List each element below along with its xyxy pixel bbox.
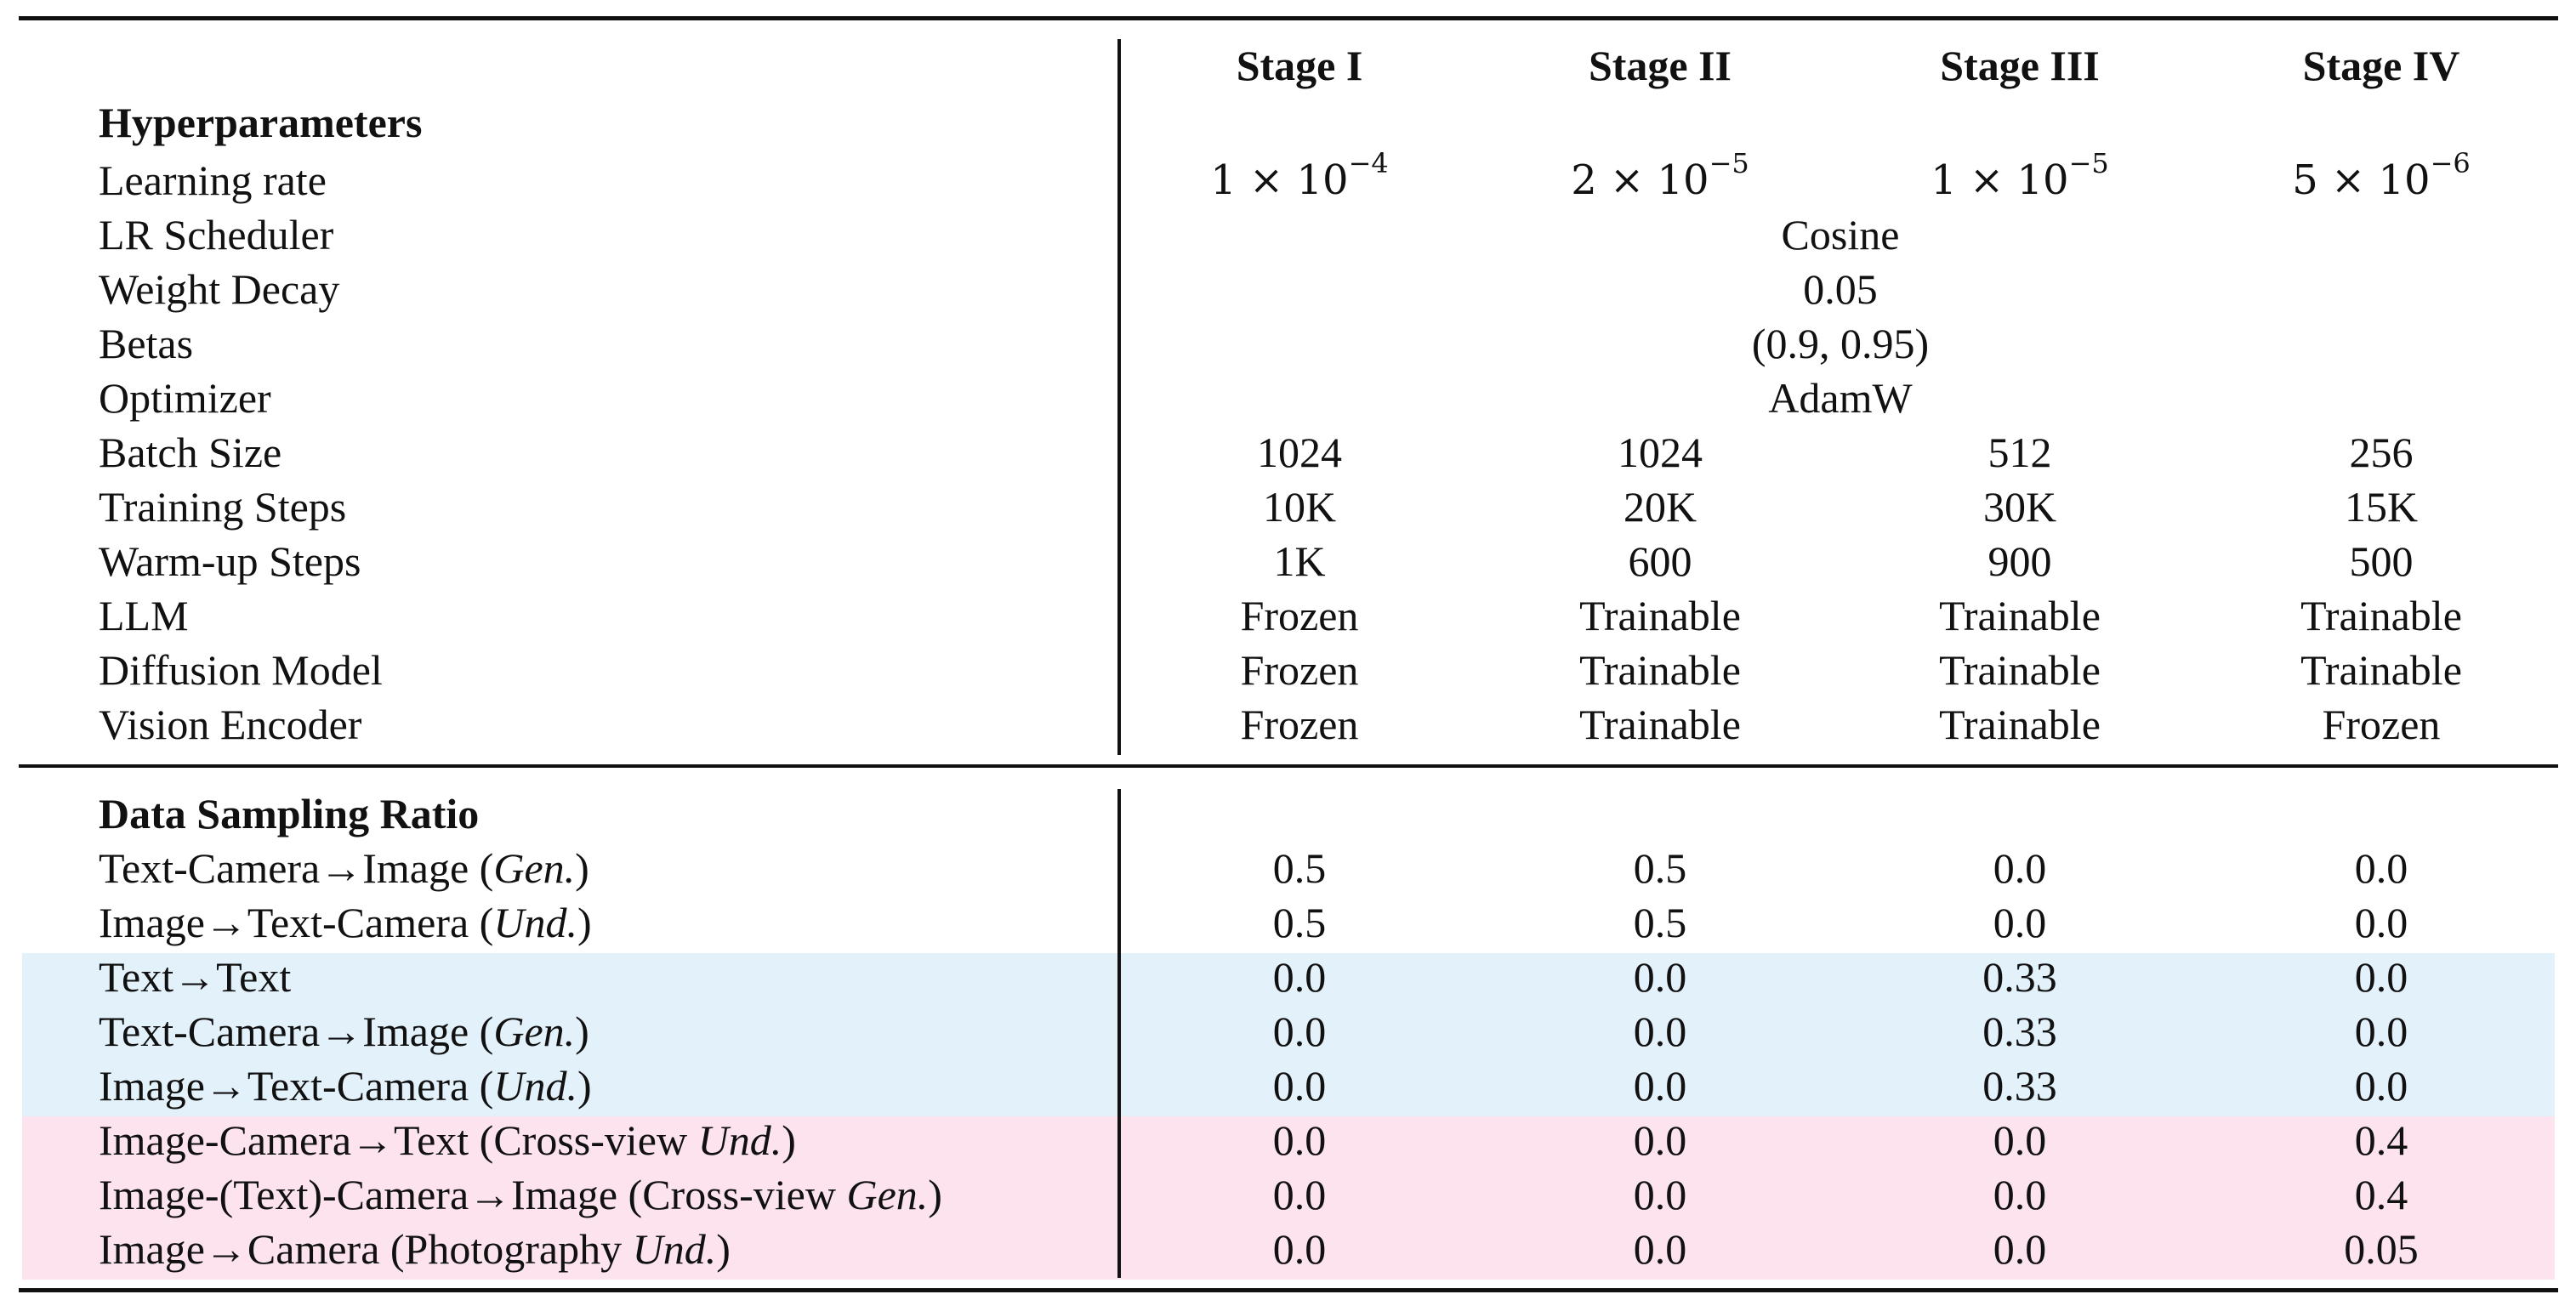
- hyperparameters-section-row: [0, 95, 2576, 150]
- row-value: 0.4: [2354, 1116, 2408, 1164]
- table-row: [0, 425, 2576, 480]
- row-value: 0.5: [1633, 899, 1687, 946]
- row-value: 0.0: [1993, 1225, 2047, 1273]
- row-value: 0.05: [2344, 1225, 2419, 1273]
- row-label: Diffusion Model: [99, 646, 383, 694]
- row-value: 0.0: [1993, 899, 2047, 946]
- row-value: 0.0: [2354, 1062, 2408, 1110]
- table-row: [0, 1167, 2576, 1222]
- optimizer-value: AdamW: [1768, 374, 1913, 422]
- row-value: 1K: [1273, 537, 1326, 585]
- table-row: [0, 480, 2576, 534]
- row-label: Training Steps: [99, 483, 347, 531]
- row-label: Image-Camera→Text (Cross-view Und.): [99, 1116, 796, 1164]
- row-value: 600: [1628, 537, 1692, 585]
- row-value: 256: [2349, 429, 2414, 476]
- row-value: Frozen: [1240, 701, 1359, 748]
- table-row: [0, 643, 2576, 697]
- row-value: 0.0: [1272, 1116, 1327, 1164]
- hyperparameters-section-title: Hyperparameters: [99, 99, 423, 146]
- learning-rate-row: [0, 147, 2576, 207]
- row-value: 0.0: [1633, 1062, 1687, 1110]
- row-label: Batch Size: [99, 429, 282, 476]
- betas-value: (0.9, 0.95): [1751, 320, 1930, 367]
- betas-row: [0, 316, 2576, 371]
- row-value: 20K: [1623, 483, 1697, 531]
- learning-rate-stage-3: $1 \times 10^{-5}$: [1931, 147, 2109, 204]
- row-value: 1024: [1257, 429, 1342, 476]
- row-value: 0.0: [1993, 844, 2047, 892]
- row-value: 0.0: [1272, 1062, 1327, 1110]
- table-row: [0, 588, 2576, 643]
- row-value: 0.0: [2354, 953, 2408, 1001]
- optimizer-label: Optimizer: [99, 374, 271, 422]
- row-value: 0.0: [1633, 1116, 1687, 1164]
- row-value: 0.0: [1272, 953, 1327, 1001]
- learning-rate-label: Learning rate: [99, 156, 327, 204]
- stage-3-header: Stage III: [1940, 42, 2100, 89]
- top-rule: [19, 16, 2558, 20]
- row-value: 0.0: [2354, 1008, 2408, 1055]
- row-label: Text→Text: [99, 953, 292, 1001]
- row-value: 0.0: [1993, 1116, 2047, 1164]
- row-value: Frozen: [2322, 701, 2441, 748]
- table-row: [0, 1113, 2576, 1167]
- row-value: 0.0: [1633, 1008, 1687, 1055]
- row-value: 30K: [1982, 483, 2057, 531]
- row-value: Frozen: [1240, 592, 1359, 639]
- row-value: 0.0: [1993, 1171, 2047, 1218]
- row-label: Image→Text-Camera (Und.): [99, 899, 592, 946]
- row-label: LLM: [99, 592, 189, 639]
- table-row: [0, 841, 2576, 895]
- table-row: [0, 1059, 2576, 1113]
- table-row: [0, 697, 2576, 752]
- table-row: [0, 895, 2576, 950]
- row-value: 10K: [1262, 483, 1337, 531]
- row-value: 0.5: [1272, 844, 1327, 892]
- row-value: Frozen: [1240, 646, 1359, 694]
- row-value: 900: [1987, 537, 2052, 585]
- lr-scheduler-value: Cosine: [1781, 211, 1900, 258]
- row-label: Image→Text-Camera (Und.): [99, 1062, 592, 1110]
- data-sampling-section-row: [0, 786, 2576, 841]
- row-value: Trainable: [2300, 646, 2462, 694]
- row-label: Text-Camera→Image (Gen.): [99, 844, 589, 892]
- row-value: 500: [2349, 537, 2414, 585]
- row-value: 0.4: [2354, 1171, 2408, 1218]
- row-value: 0.0: [1272, 1225, 1327, 1273]
- row-value: 0.0: [2354, 899, 2408, 946]
- row-value: 15K: [2344, 483, 2419, 531]
- row-value: 0.0: [1633, 1225, 1687, 1273]
- row-value: Trainable: [1579, 646, 1741, 694]
- stage-2-header: Stage II: [1588, 42, 1732, 89]
- learning-rate-stage-4: $5 \times 10^{-6}$: [2292, 147, 2471, 204]
- row-label: Vision Encoder: [99, 701, 362, 748]
- header-row: [0, 38, 2576, 93]
- row-value: 0.0: [1633, 1171, 1687, 1218]
- learning-rate-stage-2: $2 \times 10^{-5}$: [1571, 147, 1749, 204]
- row-value: 0.0: [1272, 1171, 1327, 1218]
- row-value: Trainable: [1939, 701, 2101, 748]
- row-value: 0.0: [1633, 953, 1687, 1001]
- weight-decay-value: 0.05: [1803, 265, 1878, 313]
- lr-scheduler-row: [0, 207, 2576, 262]
- row-value: Trainable: [2300, 592, 2462, 639]
- row-value: Trainable: [1579, 592, 1741, 639]
- row-value: Trainable: [1939, 646, 2101, 694]
- row-label: Image-(Text)-Camera→Image (Cross-view Gen.): [99, 1171, 942, 1218]
- stage-4-header: Stage IV: [2302, 42, 2460, 89]
- weight-decay-row: [0, 262, 2576, 316]
- row-value: Trainable: [1579, 701, 1741, 748]
- weight-decay-label: Weight Decay: [99, 265, 340, 313]
- lr-scheduler-label: LR Scheduler: [99, 211, 334, 258]
- mid-rule: [19, 764, 2558, 768]
- table-row: [0, 1222, 2576, 1276]
- row-value: 0.0: [1272, 1008, 1327, 1055]
- row-value: 512: [1987, 429, 2052, 476]
- row-label: Warm-up Steps: [99, 537, 361, 585]
- data-sampling-section-title: Data Sampling Ratio: [99, 790, 480, 837]
- row-value: 0.33: [1982, 953, 2057, 1001]
- table-row: [0, 534, 2576, 588]
- stage-1-header: Stage I: [1236, 42, 1363, 89]
- table-row: [0, 1004, 2576, 1059]
- row-value: 0.0: [2354, 844, 2408, 892]
- row-value: 0.5: [1633, 844, 1687, 892]
- row-value: 0.33: [1982, 1062, 2057, 1110]
- optimizer-row: [0, 371, 2576, 425]
- row-value: 0.5: [1272, 899, 1327, 946]
- learning-rate-stage-1: $1 \times 10^{-4}$: [1210, 147, 1389, 204]
- row-label: Image→Camera (Photography Und.): [99, 1225, 731, 1273]
- row-label: Text-Camera→Image (Gen.): [99, 1008, 589, 1055]
- table-row: [0, 950, 2576, 1004]
- row-value: 0.33: [1982, 1008, 2057, 1055]
- row-value: Trainable: [1939, 592, 2101, 639]
- row-value: 1024: [1618, 429, 1703, 476]
- betas-label: Betas: [99, 320, 194, 367]
- bottom-rule: [19, 1288, 2558, 1292]
